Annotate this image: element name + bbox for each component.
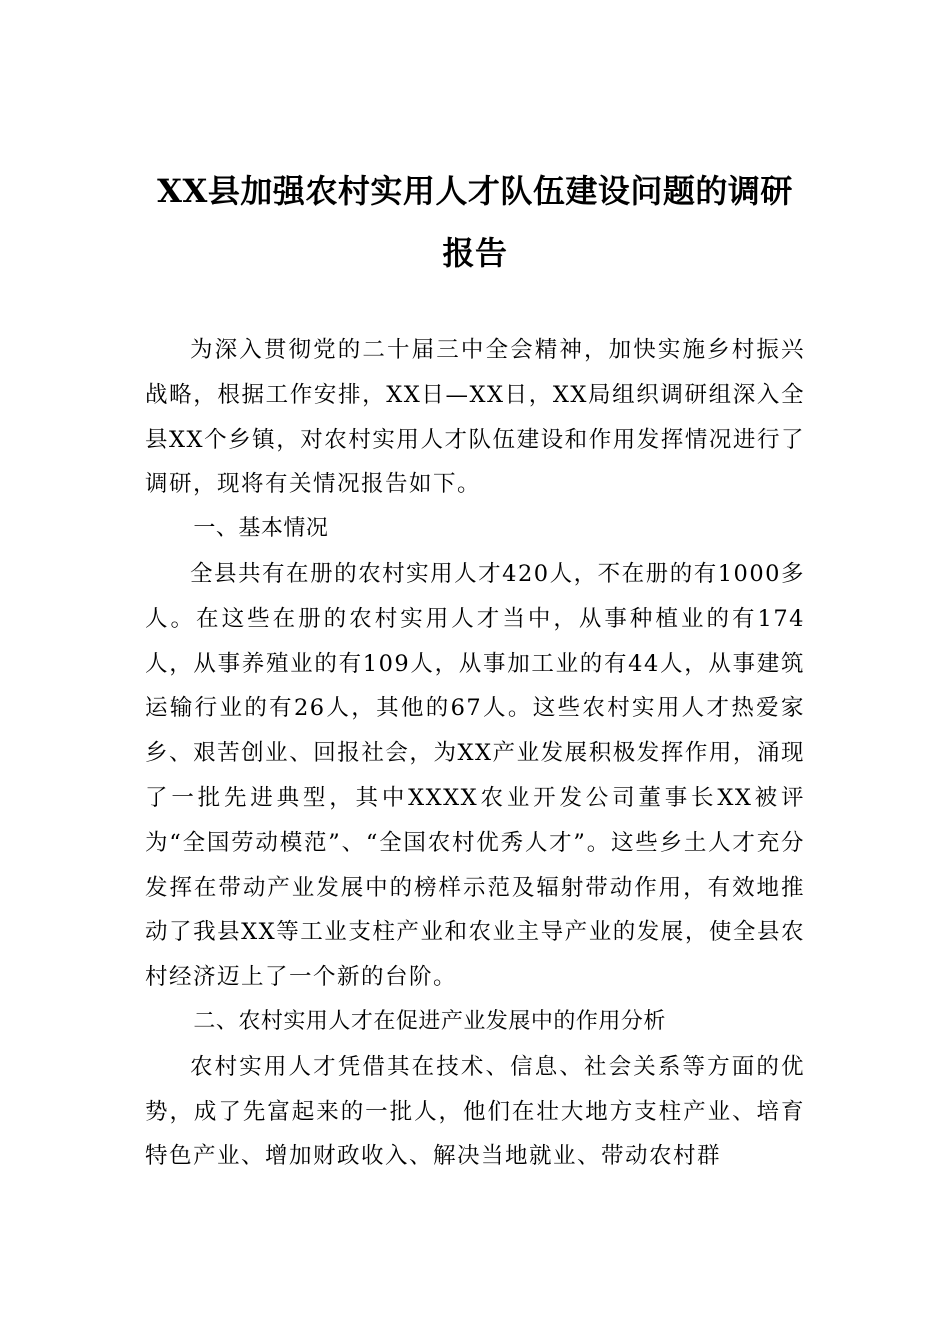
document-body <box>145 328 805 1179</box>
intro-paragraph: 为深入贯彻党的二十届三中全会精神，加快实施乡村振兴战略，根据工作安排，XX日—XX日，XX局组织调研组深入全县XX个乡镇，对农村实用人才队伍建设和作用发挥情况进行了调研，现将有关情况报告如下。 <box>145 337 805 498</box>
section-heading-basic-situation: 一、基本情况 <box>193 516 329 542</box>
document-title: XX县加强农村实用人才队伍建设问题的调研报告 <box>157 172 793 272</box>
role-analysis-paragraph: 农村实用人才凭借其在技术、信息、社会关系等方面的优势，成了先富起来的一批人，他们在壮大地方支柱产业、培育特色产业、增加财政收入、解决当地就业、带动农村群 <box>145 1053 805 1170</box>
section-heading-role-analysis: 二、农村实用人才在促进产业发展中的作用分析 <box>193 1008 666 1034</box>
basic-situation-paragraph: 全县共有在册的农村实用人才420人，不在册的有1000多人。在这些在册的农村实用人才当中，从事种植业的有174人，从事养殖业的有109人，从事加工业的有44人，从事建筑运输行业的有26人，其他的67人。这些农村实用人才热爱家乡、艰苦创业、回报社会，为XX产业发展积极发挥作用，涌现了一批先进典型，其中XXXX农业开发公司董事长XX被评为“全国劳动模范”、“全国农村优秀人才”。这些乡土人才充分发挥在带动产业发展中的榜样示范及辐射带动作用，有效地推动了我县XX等工业支柱产业和农业主导产业的发展，使全县农村经济迈上了一个新的台阶。 <box>145 560 805 991</box>
